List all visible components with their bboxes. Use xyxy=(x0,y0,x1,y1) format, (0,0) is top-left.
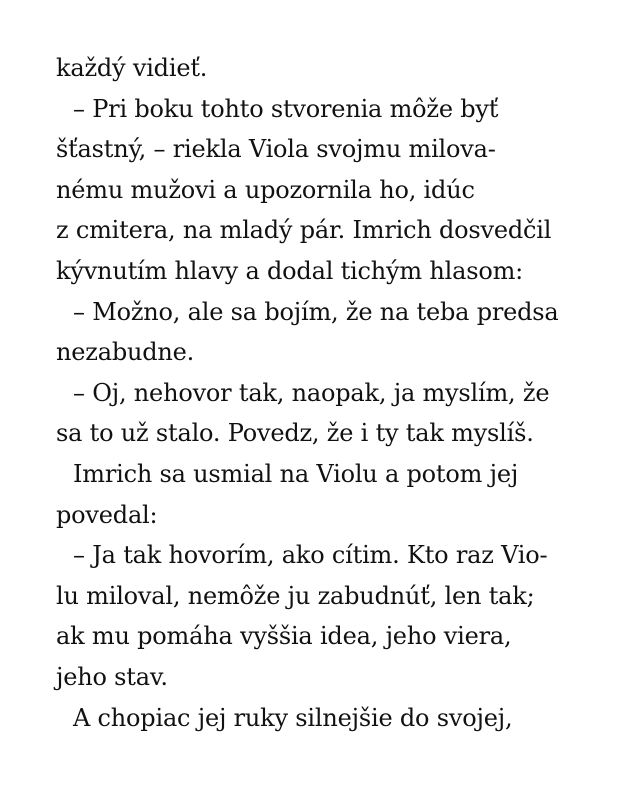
text-line: ak mu pomáha vyššia idea, jeho viera, xyxy=(56,622,512,651)
text-line: – Pri boku tohto stvorenia môže byť xyxy=(73,94,499,123)
text-line: každý vidieť. xyxy=(56,54,208,82)
text-line: nezabudne. xyxy=(56,338,195,367)
text-line: jeho stav. xyxy=(56,662,168,691)
text-line: sa to už stalo. Povedz, že i ty tak myslíš. xyxy=(56,419,534,448)
text-line: A chopiac jej ruky silnejšie do svojej, xyxy=(73,703,513,732)
page-text xyxy=(56,48,596,738)
text-line: kývnutím hlavy a dodal tichým hlasom: xyxy=(56,256,524,285)
text-line: – Ja tak hovorím, ako cítim. Kto raz Vio- xyxy=(73,541,548,570)
text-line: Imrich sa usmial na Violu a potom jej xyxy=(73,459,519,488)
text-line: nému mužovi a upozornila ho, idúc xyxy=(56,175,475,204)
text-line: šťastný, – riekla Viola svojmu milova- xyxy=(56,135,496,164)
text-line: – Možno, ale sa bojím, že na teba predsa xyxy=(73,297,559,326)
text-line: – Oj, nehovor tak, naopak, ja myslím, že xyxy=(73,378,550,407)
text-line: lu miloval, nemôže ju zabudnúť, len tak; xyxy=(56,581,535,610)
text-line: z cmitera, na mladý pár. Imrich dosvedčil xyxy=(56,216,552,245)
text-line: povedal: xyxy=(56,500,158,529)
